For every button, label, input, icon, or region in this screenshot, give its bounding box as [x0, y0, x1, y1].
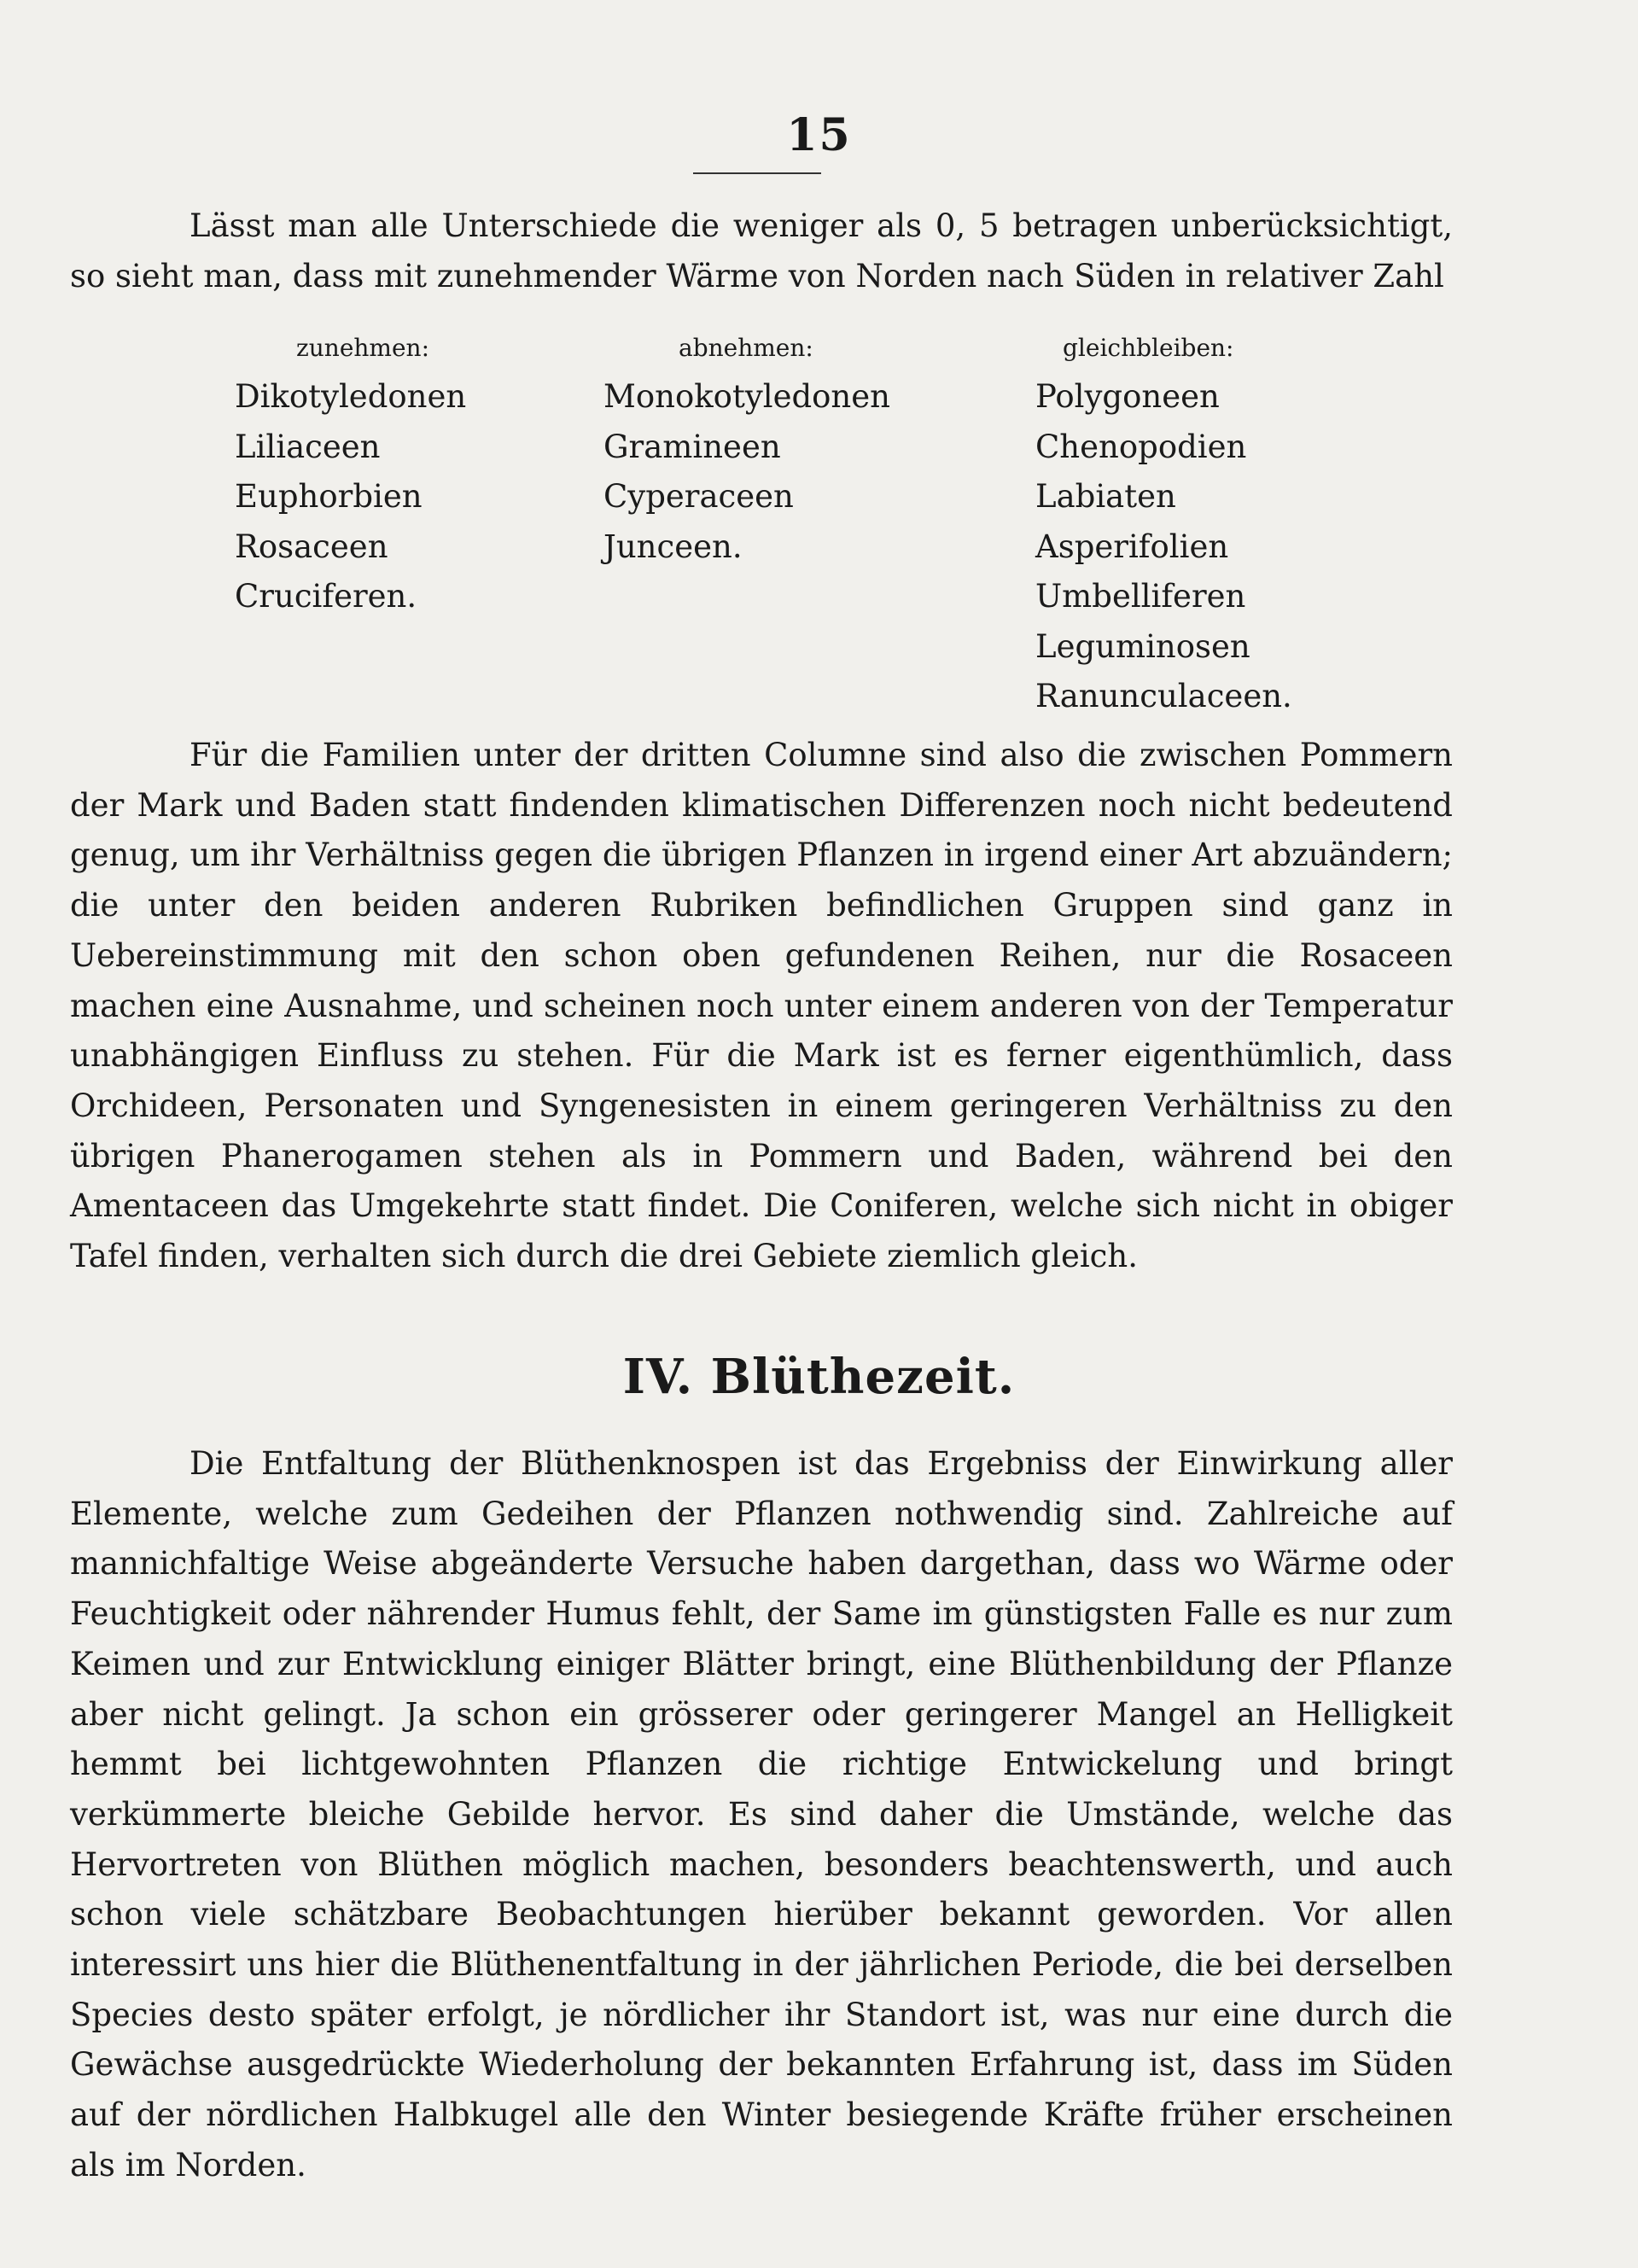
- list-item: Cyperaceen: [603, 478, 794, 515]
- column-header: gleichbleiben:: [1063, 334, 1234, 362]
- page-number-rule: [693, 172, 821, 174]
- paragraph-families: Für die Familien unter der dritten Columne sind also die zwischen Pommern der Mark und Baden statt findenden klimatischen Differenzen noch nicht bedeutend genug, um ihr Verhältniss gegen die übrigen Pflanzen in irgend einer Art abzuändern; die unter den beiden anderen Rubriken befindlichen Gruppen sind ganz in Uebereinstimmung mit den schon oben gefundenen Reihen, nur die Rosaceen machen eine Ausnahme, und scheinen noch unter einem anderen von der Temperatur unabhängigen Einfluss zu stehen. Für die Mark ist es ferner eigenthümlich, dass Orchideen, Personaten und Syngenesisten in einem geringeren Verhältniss zu den übrigen Phanerogamen stehen als in Pommern und Baden, während bei den Amentaceen das Umgekehrte statt findet. Die Coniferen, welche sich nicht in obiger Tafel finden, verhalten sich durch die drei Gebiete ziemlich gleich.: [70, 737, 1453, 1275]
- intro-paragraph: Lässt man alle Unterschiede die weniger als 0, 5 betragen unberücksichtigt, so sieht man, dass mit zunehmender Wärme von Norden nach Süden in relativer Zahl: [70, 207, 1453, 294]
- page-number: 15: [786, 109, 852, 161]
- list-item: Rosaceen: [235, 528, 388, 565]
- list-item: Umbelliferen: [1035, 578, 1246, 615]
- column-list: [1035, 372, 1479, 722]
- list-item: Leguminosen: [1035, 627, 1250, 665]
- list-item: Ranunculaceen.: [1035, 678, 1292, 714]
- list-item: Liliaceen: [235, 428, 381, 465]
- column-unchanged: [1035, 324, 1479, 722]
- section-heading: IV. Blüthezeit.: [622, 1349, 1016, 1405]
- list-item: Monokotyledonen: [603, 378, 890, 415]
- list-item: Asperifolien: [1035, 528, 1229, 565]
- list-item: Euphorbien: [235, 478, 423, 515]
- column-header: zunehmen:: [296, 334, 430, 362]
- list-item: Gramineen: [603, 428, 781, 465]
- column-list: [603, 372, 1047, 572]
- list-item: Junceen.: [603, 528, 743, 565]
- list-item: Labiaten: [1035, 478, 1176, 515]
- paragraph-bloom-time: Die Entfaltung der Blüthenknospen ist das Ergebniss der Einwirkung aller Elemente, welche zum Gedeihen der Pflanzen nothwendig sind. Zahlreiche auf mannichfaltige Weise abgeänderte Versuche haben dargethan, dass wo Wärme oder Feuchtigkeit oder nährender Humus fehlt, der Same im günstigsten Falle es nur zum Keimen und zur Entwicklung einiger Blätter bringt, eine Blüthenbildung der Pflanze aber nicht gelingt. Ja schon ein grösserer oder geringerer Mangel an Helligkeit hemmt bei lichtgewohnten Pflanzen die richtige Entwickelung und bringt verkümmerte bleiche Gebilde hervor. Es sind daher die Umstände, welche das Hervortreten von Blüthen möglich machen, besonders beachtenswerth, und auch schon viele schätzbare Beobachtungen hierüber bekannt geworden. Vor allen interessirt uns hier die Blüthenentfaltung in der jährlichen Periode, die bei derselben Species desto später erfolgt, je nördlicher ihr Standort ist, was nur eine durch die Gewächse ausgedrückte Wiederholung der bekannten Erfahrung ist, dass im Süden auf der nördlichen Halbkugel alle den Winter besiegende Kräfte früher erscheinen als im Norden.: [70, 1445, 1453, 2183]
- column-decrease: [603, 324, 1047, 572]
- list-item: Dikotyledonen: [235, 378, 467, 415]
- list-item: Chenopodien: [1035, 428, 1247, 465]
- family-columns: [0, 324, 1638, 717]
- list-item: Polygoneen: [1035, 378, 1220, 415]
- list-item: Cruciferen.: [235, 578, 417, 615]
- column-header: abnehmen:: [679, 334, 813, 362]
